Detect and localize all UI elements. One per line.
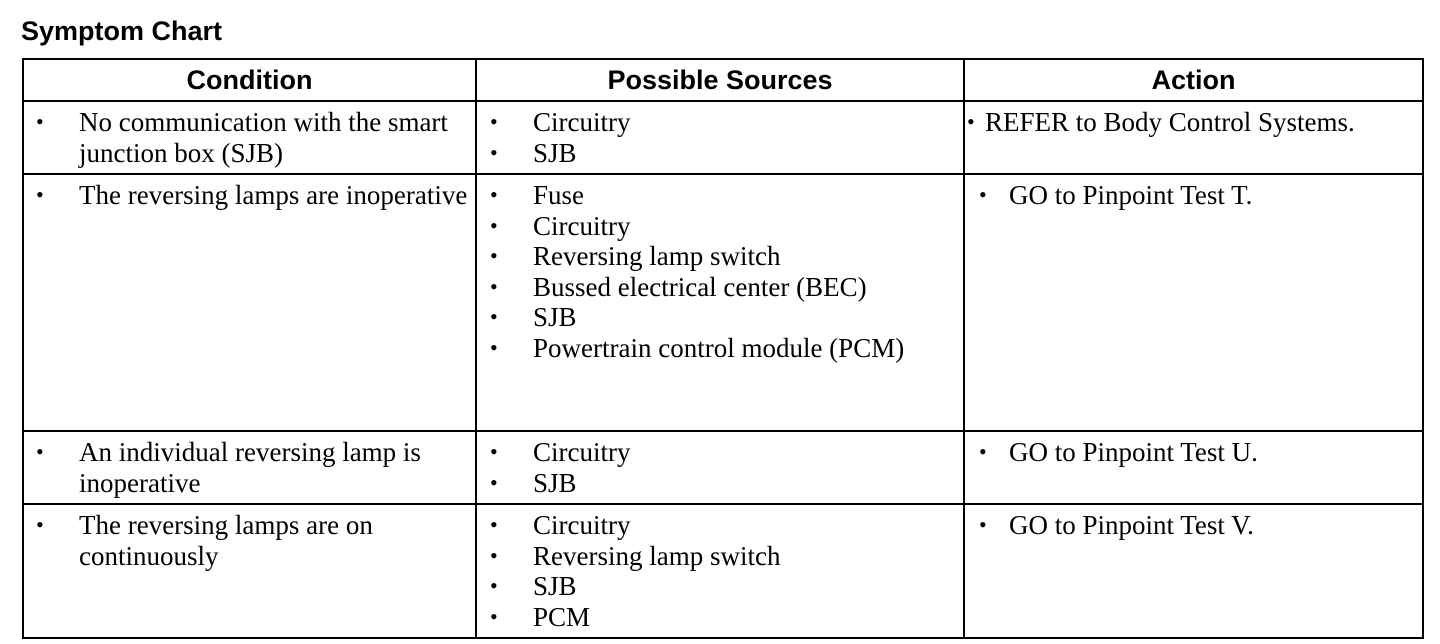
source-text: SJB: [533, 571, 577, 601]
source-text: Reversing lamp switch: [533, 540, 781, 571]
bullet-icon: •: [36, 512, 44, 537]
table-row: [23, 431, 1423, 504]
list-item: [24, 180, 475, 211]
bullet-icon: •: [490, 182, 498, 207]
list-item: [965, 510, 1422, 541]
symptom-table: [22, 58, 1424, 639]
condition-cell: [23, 431, 476, 504]
bullet-icon: •: [36, 109, 44, 134]
source-text: Bussed electrical center (BEC): [533, 271, 867, 302]
source-text: SJB: [533, 137, 577, 168]
list-item: [965, 437, 1422, 468]
bullet-icon: •: [490, 304, 498, 329]
table-row: [23, 101, 1423, 174]
list-item: [477, 333, 963, 364]
header-possible-sources: Possible Sources: [476, 59, 964, 101]
condition-text: The reversing lamps are inoperative: [79, 180, 468, 210]
list-item: [24, 510, 475, 571]
source-text: Circuitry: [533, 210, 631, 241]
sources-cell: [476, 101, 964, 174]
list-item: [477, 241, 963, 272]
source-text: Reversing lamp switch: [533, 241, 781, 271]
list-item: [477, 107, 963, 138]
list-item: [477, 468, 963, 499]
bullet-icon: •: [979, 182, 987, 207]
action-text: GO to Pinpoint Test U.: [1009, 437, 1258, 467]
list-item: [477, 211, 963, 242]
bullet-icon: •: [490, 334, 498, 360]
action-text: REFER to Body Control Systems.: [985, 107, 1355, 137]
bullet-icon: •: [490, 212, 498, 238]
condition-text: No communication with the smart junction box (SJB): [79, 107, 448, 168]
action-cell: [964, 431, 1423, 504]
condition-cell: [23, 174, 476, 431]
bullet-icon: •: [967, 109, 975, 134]
condition-cell: [23, 101, 476, 174]
bullet-icon: •: [490, 469, 498, 495]
bullet-icon: •: [979, 439, 987, 464]
list-item: [477, 602, 963, 633]
condition-cell: [23, 504, 476, 638]
sources-cell: [476, 504, 964, 638]
table-header-row: [23, 59, 1423, 101]
table-row: [23, 504, 1423, 638]
bullet-icon: •: [490, 273, 498, 299]
action-text: GO to Pinpoint Test V.: [1009, 510, 1254, 540]
list-item: [477, 437, 963, 468]
source-text: SJB: [533, 467, 577, 498]
bullet-icon: •: [490, 439, 498, 464]
bullet-icon: •: [490, 109, 498, 134]
list-item: [477, 302, 963, 333]
action-cell: [964, 504, 1423, 638]
action-cell: [964, 174, 1423, 431]
header-action: Action: [964, 59, 1423, 101]
bullet-icon: •: [490, 139, 498, 165]
source-text: SJB: [533, 302, 577, 332]
list-item: [24, 107, 475, 168]
condition-text: An individual reversing lamp is inoperative: [79, 437, 421, 498]
list-item: [477, 138, 963, 169]
list-item: [24, 437, 475, 498]
table-row: [23, 174, 1423, 431]
bullet-icon: •: [490, 542, 498, 568]
action-cell: [964, 101, 1423, 174]
source-text: Circuitry: [533, 510, 631, 540]
sources-cell: [476, 431, 964, 504]
page-title: Symptom Chart: [21, 16, 223, 46]
header-condition: Condition: [23, 59, 476, 101]
list-item: [477, 180, 963, 211]
bullet-icon: •: [490, 603, 498, 629]
list-item: [477, 510, 963, 541]
list-item: [477, 272, 963, 303]
action-text: GO to Pinpoint Test T.: [1009, 180, 1253, 210]
source-text: PCM: [533, 601, 591, 632]
bullet-icon: •: [36, 439, 44, 464]
source-text: Fuse: [533, 180, 585, 210]
bullet-icon: •: [979, 512, 987, 537]
source-text: Circuitry: [533, 437, 631, 467]
bullet-icon: •: [490, 512, 498, 537]
sources-cell: [476, 174, 964, 431]
bullet-icon: •: [490, 243, 498, 268]
bullet-icon: •: [36, 182, 44, 207]
source-text: Circuitry: [533, 107, 631, 137]
list-item: [477, 571, 963, 602]
list-item: [477, 541, 963, 572]
list-item: [965, 107, 1422, 138]
bullet-icon: •: [490, 573, 498, 598]
list-item: [965, 180, 1422, 211]
source-text: Powertrain control module (PCM): [533, 332, 905, 363]
condition-text: The reversing lamps are on continuously: [79, 510, 373, 571]
